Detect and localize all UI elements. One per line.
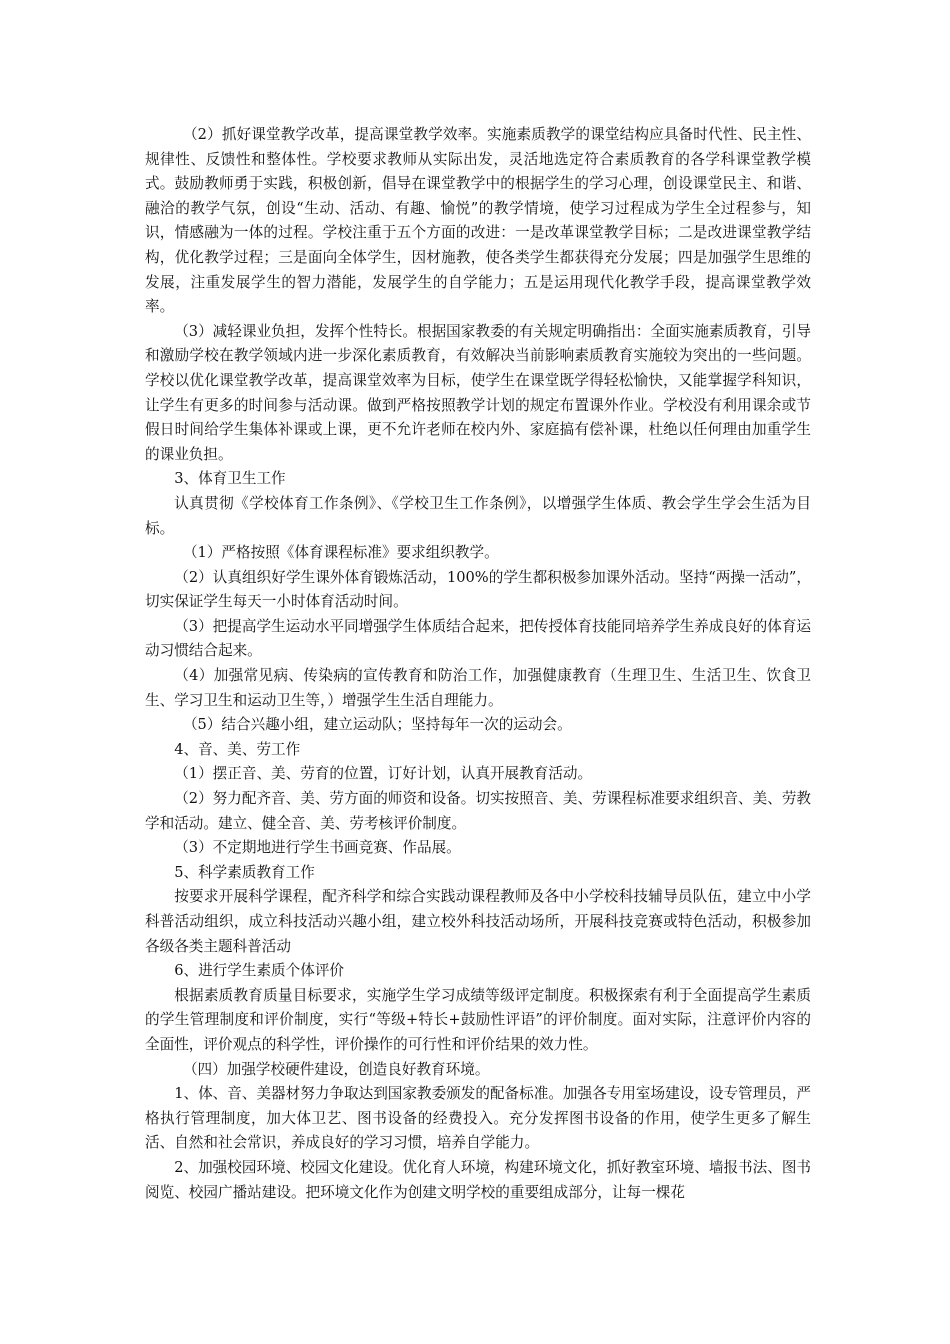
heading-evaluation: 6、进行学生素质个体评价	[174, 962, 345, 980]
paragraph-pe-item-2: （2）认真组织好学生课外体育锻炼活动，100%的学生都积极参加课外活动。坚持“两操一活动”，切实保证学生每天一小时体育活动时间。	[145, 568, 811, 611]
paragraph-pe-item-3: （3）把提高学生运动水平同增强学生体质结合起来，把传授体育技能同培养学生养成良好的体育运动习惯结合起来。	[145, 617, 812, 660]
paragraph-science: 按要求开展科学课程，配齐科学和综合实践动课程教师及各中小学校科技辅导员队伍，建立中小学科普活动组织，成立科技活动兴趣小组，建立校外科技活动场所，开展科技竞赛或特色活动，积极参加各级各类主题科普活动	[145, 888, 811, 955]
paragraph-mal-item-1: （1）摆正音、美、劳育的位置，订好计划，认真开展教育活动。	[174, 765, 593, 783]
paragraph-pe-intro: 认真贯彻《学校体育工作条例》、《学校卫生工作条例》，以增强学生体质、教会学生学会生活为目标。	[145, 494, 811, 537]
paragraph-classroom-reform: （2）抓好课堂教学改革，提高课堂教学效率。实施素质教学的课堂结构应具备时代性、民主性、规律性、反馈性和整体性。学校要求教师从实际出发，灵活地选定符合素质教育的各学科课堂教学模式。鼓励教师勇于实践，积极创新，倡导在课堂教学中的根据学生的学习心理，创设课堂民主、和谐、融洽的教学气氛，创设“生动、活动、有趣、愉悦”的教学情境，使学习过程成为学生全过程参与，知识，情感融为一体的过程。学校注重于五个方面的改进：一是改革课堂教学目标；二是改进课堂教学结构，优化教学过程；三是面向全体学生，因材施教，使各类学生都获得充分发展；四是加强学生思维的发展，注重发展学生的智力潜能，发展学生的自学能力；五是运用现代化教学手段，提高课堂教学效率。	[145, 126, 811, 316]
paragraph-evaluation: 根据素质教育质量目标要求，实施学生学习成绩等级评定制度。积极探索有利于全面提高学生素质的学生管理制度和评价制度，实行“等级+特长+鼓励性评语”的评价制度。面对实际，注意评价内容的全面性，评价观点的科学性，评价操作的可行性和评价结果的效力性。	[145, 986, 811, 1053]
heading-pe-health: 3、体育卫生工作	[174, 470, 286, 488]
paragraph-mal-item-3: （3）不定期地进行学生书画竞赛、作品展。	[174, 839, 461, 857]
paragraph-reduce-burden: （3）减轻课业负担，发挥个性特长。根据国家教委的有关规定明确指出：全面实施素质教育，引导和激励学校在教学领域内进一步深化素质教育，有效解决当前影响素质教育实施较为突出的一些问题。学校以优化课堂教学改革，提高课堂效率为目标，使学生在课堂既学得轻松愉快，又能掌握学科知识，让学生有更多的时间参与活动课。做到严格按照教学计划的规定布置课外作业。学校没有利用课余或节假日时间给学生集体补课或上课，更不允许老师在校内外、家庭搞有偿补课，杜绝以任何理由加重学生的课业负担。	[145, 322, 812, 463]
paragraph-pe-item-1: （1）严格按照《体育课程标准》要求组织教学。	[182, 544, 499, 562]
paragraph-pe-item-4: （4）加强常见病、传染病的宣传教育和防治工作，加强健康教育（生理卫生、生活卫生、饮食卫生、学习卫生和运动卫生等，）增强学生生活自理能力。	[145, 667, 811, 709]
paragraph-pe-item-5: （5）结合兴趣小组，建立运动队；坚持每年一次的运动会。	[182, 716, 572, 734]
paragraph-mal-item-2: （2）努力配齐音、美、劳方面的师资和设备。切实按照音、美、劳课程标准要求组织音、美、劳教学和活动。建立、健全音、美、劳考核评价制度。	[145, 790, 812, 832]
heading-music-art-labor: 4、音、美、劳工作	[174, 740, 301, 758]
document-body	[145, 123, 811, 1205]
heading-hardware: （四）加强学校硬件建设，创造良好教育环境。	[182, 1060, 490, 1078]
paragraph-hardware-1: 1、体、音、美器材努力争取达到国家教委颁发的配备标准。加强各专用室场建设，设专管理员，严格执行管理制度，加大体卫艺、图书设备的经费投入。充分发挥图书设备的作用，使学生更多了解生活、自然和社会常识，养成良好的学习习惯，培养自学能力。	[145, 1085, 812, 1152]
paragraph-hardware-2: 2、加强校园环境、校园文化建设。优化育人环境，构建环境文化，抓好教室环境、墙报书法、图书阅览、校园广播站建设。把环境文化作为创建文明学校的重要组成部分，让每一棵花	[145, 1158, 812, 1201]
heading-science: 5、科学素质教育工作	[174, 863, 315, 881]
